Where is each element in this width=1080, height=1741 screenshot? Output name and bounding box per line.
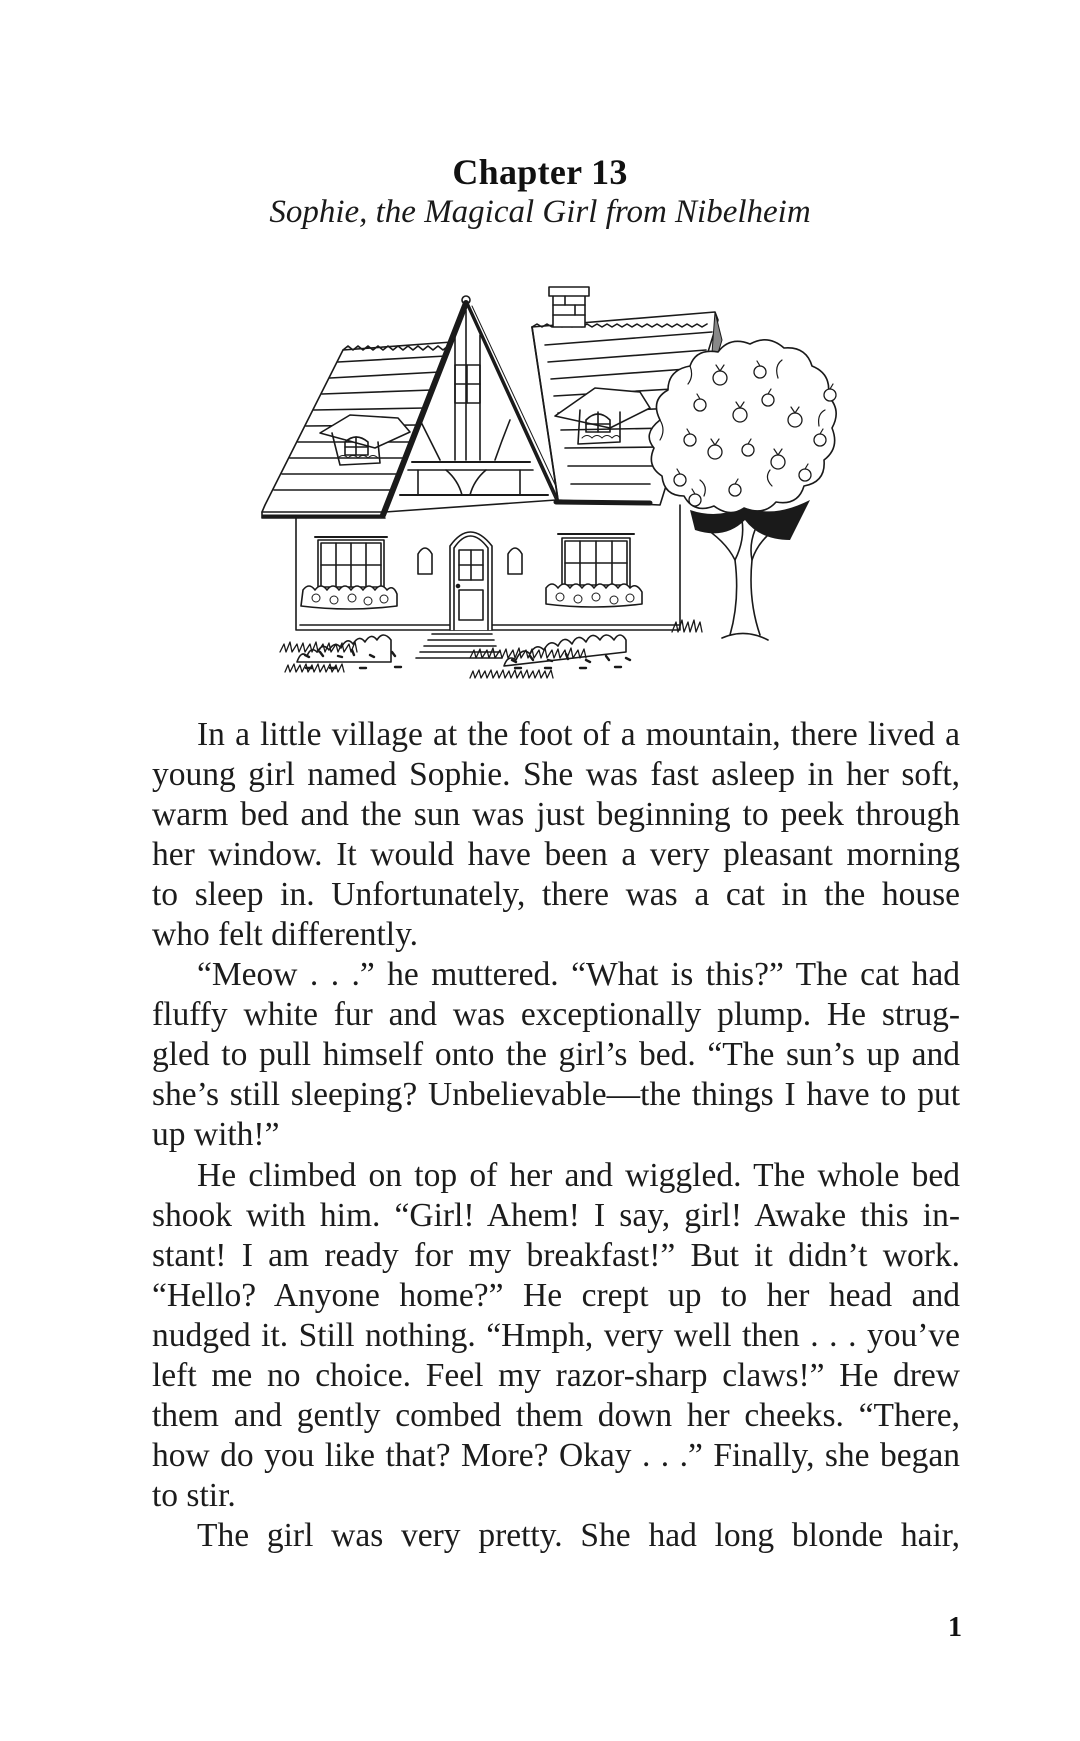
chapter-body-text [152,715,960,1556]
text-line: “Meow . . .” he muttered. “What is this?” The cat had [197,956,960,994]
right-flowerbox-icon [546,584,642,607]
right-window-icon [558,534,634,588]
paragraph-1 [152,715,960,955]
chapter-title: Chapter 13 [452,152,628,192]
text-line: them and gently combed them down her cheeks. “There, [152,1396,960,1434]
text-line: to stir. [152,1476,236,1514]
text-line: young girl named Sophie. She was fast asleep in her soft, [152,756,960,794]
text-line: up with!” [152,1116,280,1154]
chapter-subtitle: Sophie, the Magical Girl from Nibelheim [269,194,811,230]
small-arched-window-right-icon [508,548,522,574]
text-line: to sleep in. Unfortunately, there was a cat in the house [152,876,960,914]
front-door-icon [450,532,492,630]
text-line: In a little village at the foot of a mountain, there lived a [197,716,960,753]
text-line: gled to pull himself onto the girl’s bed. “The sun’s up and [152,1036,960,1074]
text-line: who felt differently. [152,916,419,954]
cottage-with-apple-tree-illustration [250,280,870,690]
left-flowerbox-icon [301,586,397,609]
text-line: The girl was very pretty. She had long blonde hair, [197,1516,960,1554]
paragraph-3 [152,1156,960,1516]
text-line: He climbed on top of her and wiggled. The whole bed [197,1156,960,1194]
text-line: left me no choice. Feel my razor-sharp claws!” He drew [152,1356,960,1394]
chimney-icon [549,287,589,327]
text-line: shook with him. “Girl! Ahem! I say, girl! Awake this in- [152,1196,960,1234]
left-window-icon [315,537,387,590]
text-line: “Hello? Anyone home?” He crept up to her head and [152,1276,960,1314]
text-line: stant! I am ready for my breakfast!” But it didn’t work. [152,1236,960,1274]
text-line: nudged it. Still nothing. “Hmph, very well then . . . you’ve [152,1316,960,1354]
text-line: how do you like that? More? Okay . . .” Finally, she began [152,1436,960,1474]
page-number: 1 [948,1612,962,1643]
paragraph-2 [152,955,960,1155]
front-steps-icon [416,634,502,658]
text-line: fluffy white fur and was exceptionally plump. He strug- [152,996,960,1034]
small-arched-window-left-icon [418,548,432,574]
text-line: she’s still sleeping? Unbelievable—the things I have to put [152,1076,960,1114]
text-line: warm bed and the sun was just beginning to peek through [152,796,960,834]
paragraph-4 [152,1516,960,1556]
text-line: her window. It would have been a very pleasant morning [152,836,960,874]
